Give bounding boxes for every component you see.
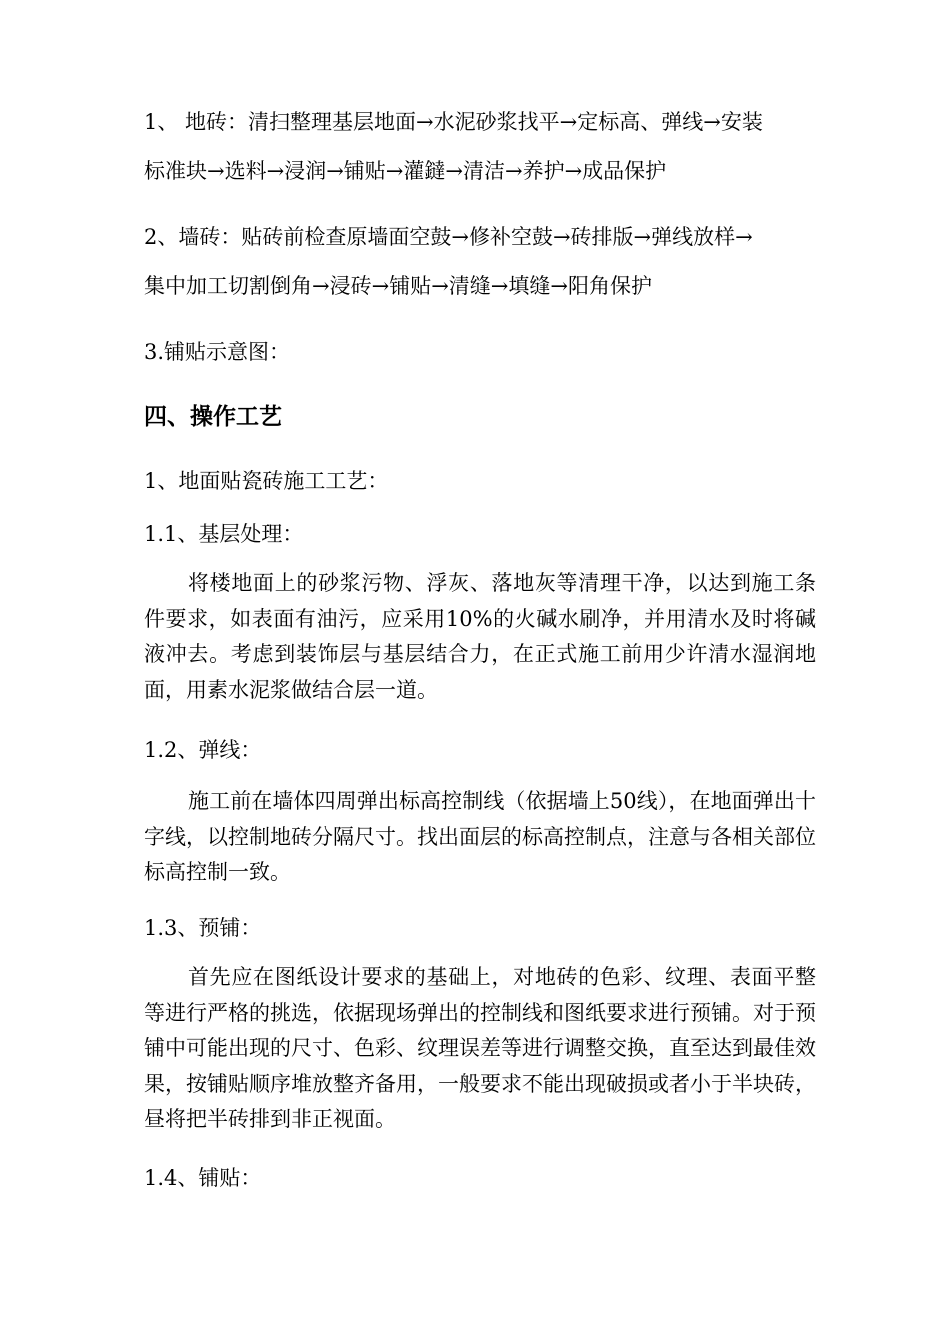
item-1-4-title: 1.4、铺贴： [144,1166,262,1190]
section-heading: 四、操作工艺 [144,404,282,430]
wall-tile-process-line-1: 2、墙砖：贴砖前检查原墙面空鼓→修补空鼓→砖排版→弹线放样→ [144,225,753,249]
item-1-1-body: 将楼地面上的砂浆污物、浮灰、落地灰等清理干净，以达到施工条件要求，如表面有油污，应采用10%的火碱水刷净，并用清水及时将碱液冲去。考虑到装饰层与基层结合力，在正式施工前用少许清水湿润地面，用素水泥浆做结合层一道。 [144,571,816,702]
item-1-3-body: 首先应在图纸设计要求的基础上，对地砖的色彩、纹理、表面平整等进行严格的挑选，依据现场弹出的控制线和图纸要求进行预铺。对于预铺中可能出现的尺寸、色彩、纹理误差等进行调整交换，直至达到最佳效果，按铺贴顺序堆放整齐备用，一般要求不能出现破损或者小于半块砖，昼将把半砖排到非正视面。 [144,965,816,1131]
item-1-3-title: 1.3、预铺： [144,916,262,940]
floor-tile-process-line-1: 1、 地砖：清扫整理基层地面→水泥砂浆找平→定标高、弹线→安装 [144,110,763,134]
floor-tile-process-line-2: 标准块→选料→浸润→铺贴→灌鐽→清洁→养护→成品保护 [144,159,667,183]
wall-tile-process-line-2: 集中加工切割倒角→浸砖→铺贴→清缝→填缝→阳角保护 [144,274,652,298]
item-1-1-title: 1.1、基层处理： [144,522,304,546]
subsection-title: 1、地面贴瓷砖施工工艺： [144,469,389,493]
item-1-2-title: 1.2、弹线： [144,738,262,762]
tiling-diagram-label: 3.铺贴示意图： [144,340,291,364]
item-1-2-body: 施工前在墙体四周弹出标高控制线（依据墙上50线），在地面弹出十字线，以控制地砖分隔尺寸。找出面层的标高控制点，注意与各相关部位标高控制一致。 [144,789,816,884]
